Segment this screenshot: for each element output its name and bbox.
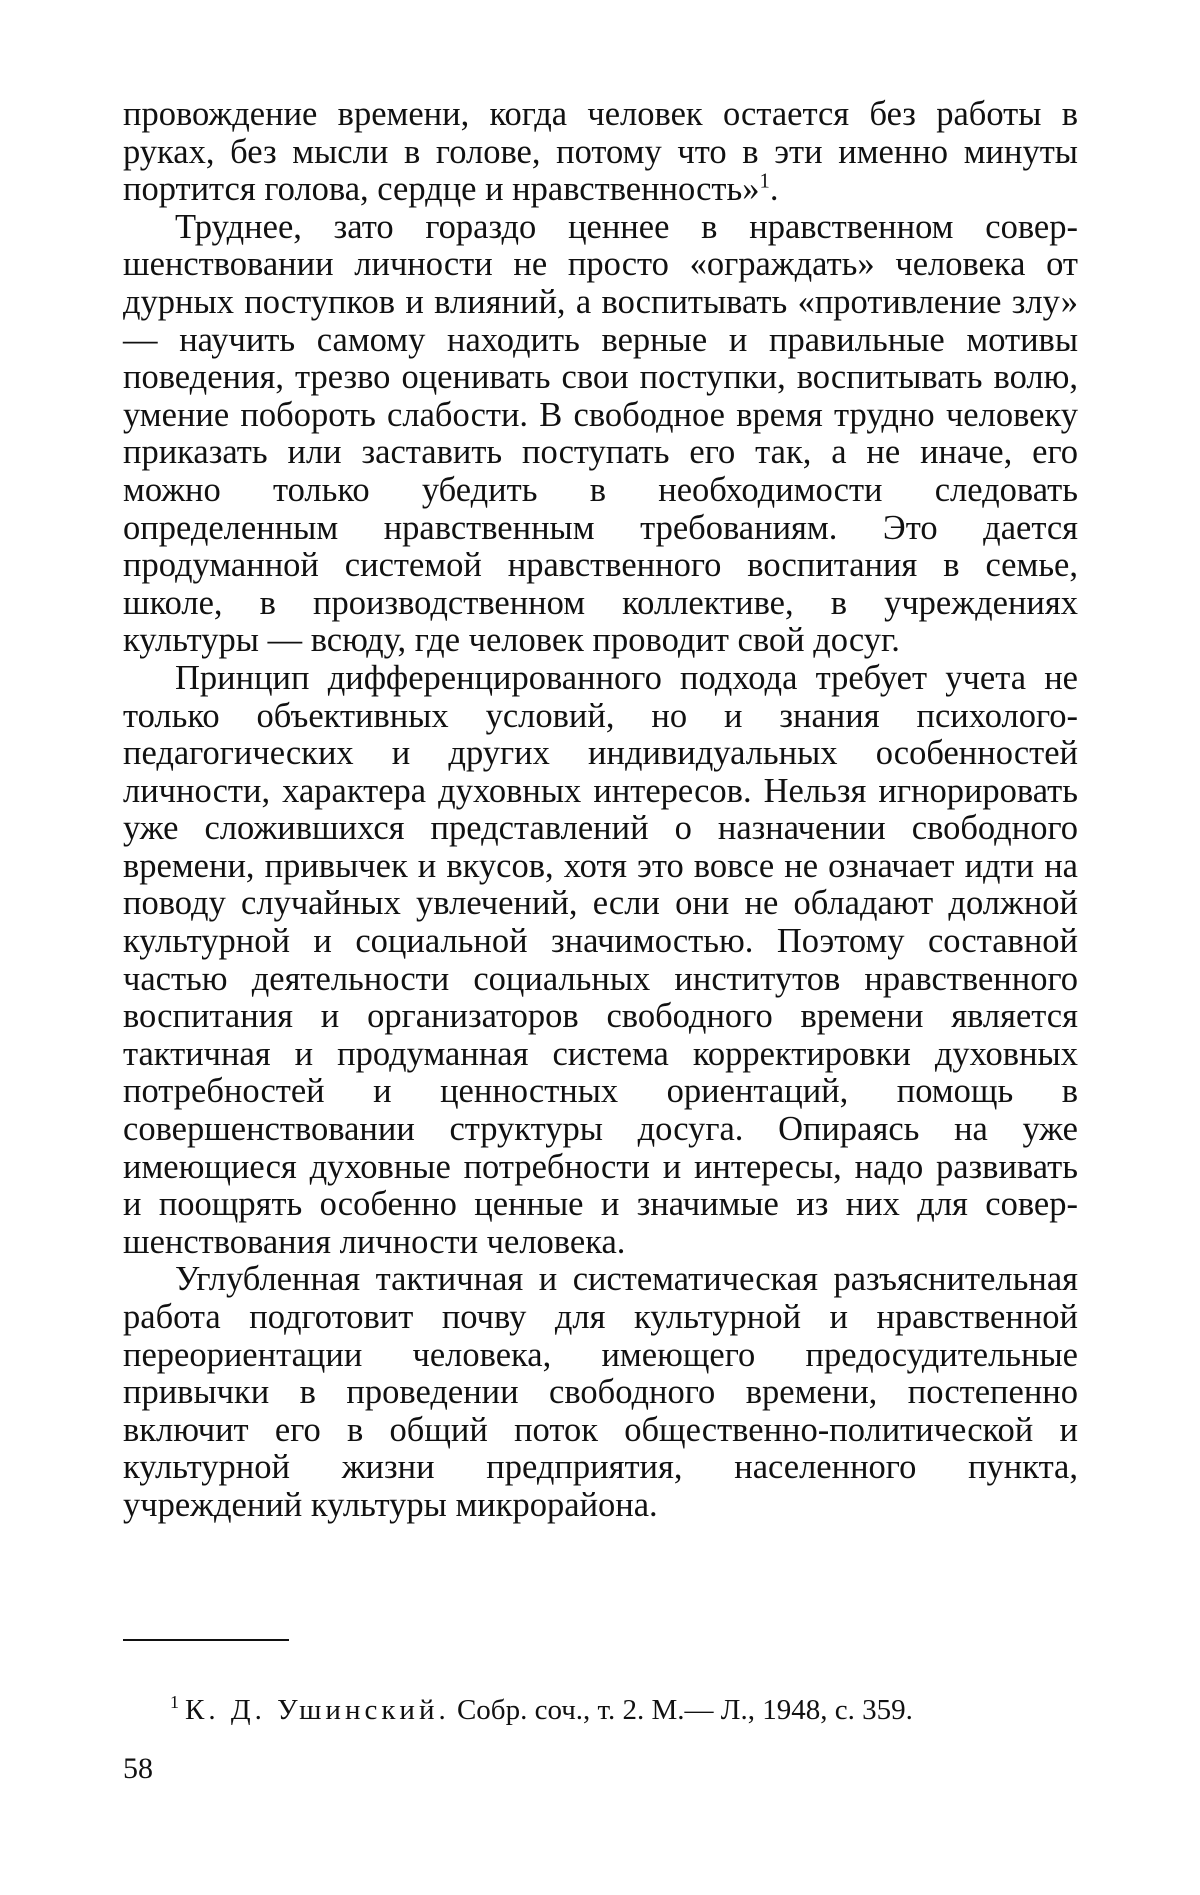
footnote [170,1693,1080,1727]
paragraph-1-text: провождение времени, когда человек остается без работы в руках, без мысли в голове, потому что в эти именно минуты портится голова, сердце и нравственность» [123,95,1078,209]
page-number: 58 [123,1752,153,1785]
footnote-text: Собр. соч., т. 2. М.— Л., 1948, с. 359. [456,1694,913,1726]
paragraph-1 [123,96,1078,209]
footnote-author: К. Д. Ушинский. [184,1694,450,1726]
paragraph-4: Углубленная тактичная и систематическая разъяснительная работа подготовит почву для культурной и нравственной переориентации человека, имеющего предосудительные привычки в проведении свободного времени, постепенно включит его в общий поток общественно-политической и культурной жизни предприятия, населенного пункта, учреждений культуры микрорайона. [123,1260,1078,1524]
paragraph-2: Труднее, зато гораздо ценнее в нравственном совершенствовании личности не просто «ограждать» человека от дурных поступков и влияний, а воспитывать «противление злу» — научить самому находить верные и правильные мотивы поведения, трезво оценивать свои поступки, воспитывать волю, умение побороть слабости. В свободное время трудно человеку приказать или заставить поступать его так, а не иначе, его можно только убедить в необходимости следовать определенным нравственным требованиям. Это дается продуманной системой нравственного воспитания в семье, школе, в производственном коллективе, в учреждениях культуры — всюду, где человек проводит свой досуг. [123,207,1078,660]
footnote-mark: 1 [170,1692,179,1713]
footnote-separator [123,1639,289,1641]
paragraph-3: Принцип дифференцированного подхода требует учета не только объективных условий, но и знания психолого-педагогических и других индивидуальных особенностей личности, характера духовных интересов. Нельзя игнорировать уже сложившихся представлений о назначении свободного времени, привычек и вкусов, хотя это вовсе не означает идти на поводу случайных увлечений, если они не обладают должной культурной и социальной значимостью. Поэтому составной частью деятельности социальных институтов нравственного воспитания и организаторов свободного времени является тактичная и продуманная система корректировки духовных потребностей и ценностных ориентаций, помощь в совершенствовании структуры досуга. Опираясь на уже имеющиеся духовные потребности и интересы, надо развивать и поощрять особенно ценные и значимые из них для совершенствования личности человека. [123,658,1078,1261]
main-text [123,96,1078,1525]
footnote-reference: 1 [759,170,770,193]
paragraph-1-end: . [769,170,779,209]
